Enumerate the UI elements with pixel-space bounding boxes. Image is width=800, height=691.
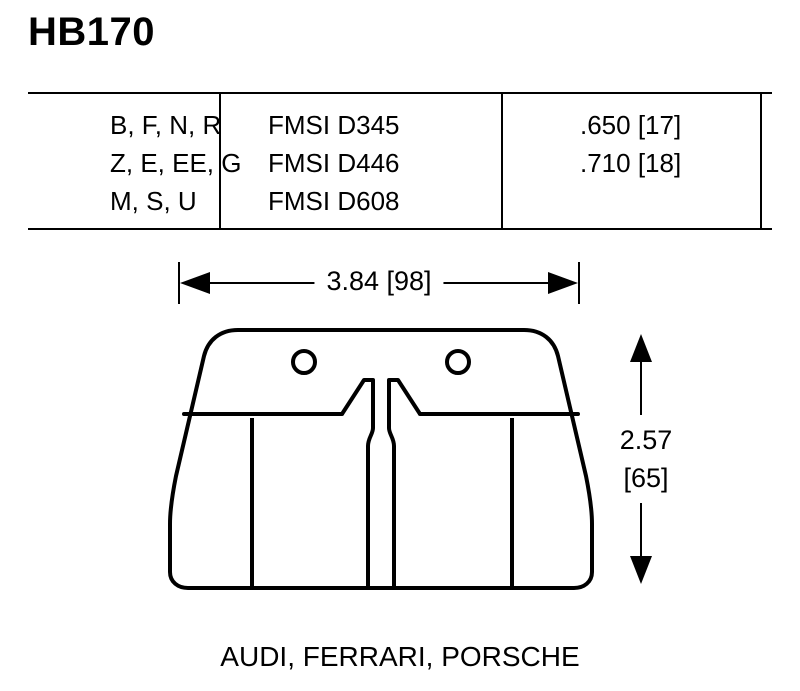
pad-center-slot [342,380,420,588]
fmsi-row-3: FMSI D608 [268,186,400,216]
brake-pad-outline-drawing [168,326,594,594]
compound-code-column [110,106,241,220]
arrow-down-icon [630,556,652,584]
fmsi-number-column [268,106,400,220]
thickness-row-1: .650 [17] [580,110,682,140]
vehicle-applications: AUDI, FERRARI, PORSCHE [220,641,580,672]
pad-backing-plate-outline [170,330,592,588]
arrow-left-icon [180,272,210,294]
thickness-row-2: .710 [18] [580,148,682,178]
height-dimension-label-metric: [65] [623,463,669,493]
compound-code-row-2: Z, E, EE, G [110,148,242,178]
width-extension-line-right [578,262,580,304]
height-dimension [600,334,690,584]
divider-bottom [28,228,772,230]
arrow-up-icon [630,334,652,362]
width-dimension [178,262,580,306]
part-number: HB170 [28,10,156,54]
fmsi-row-1: FMSI D345 [268,110,400,140]
compound-code-row-3: M, S, U [110,186,197,216]
arrow-right-icon [548,272,578,294]
width-dimension-label: 3.84 [98] [314,258,443,304]
spec-table [28,96,772,226]
height-dimension-label-value: 2.57 [619,425,673,455]
divider-top [28,92,772,94]
compound-code-row-1: B, F, N, R [110,110,222,140]
thickness-column [580,106,681,182]
height-dimension-label [608,415,684,503]
fmsi-row-2: FMSI D446 [268,148,400,178]
mounting-hole-left [293,351,315,373]
mounting-hole-right [447,351,469,373]
